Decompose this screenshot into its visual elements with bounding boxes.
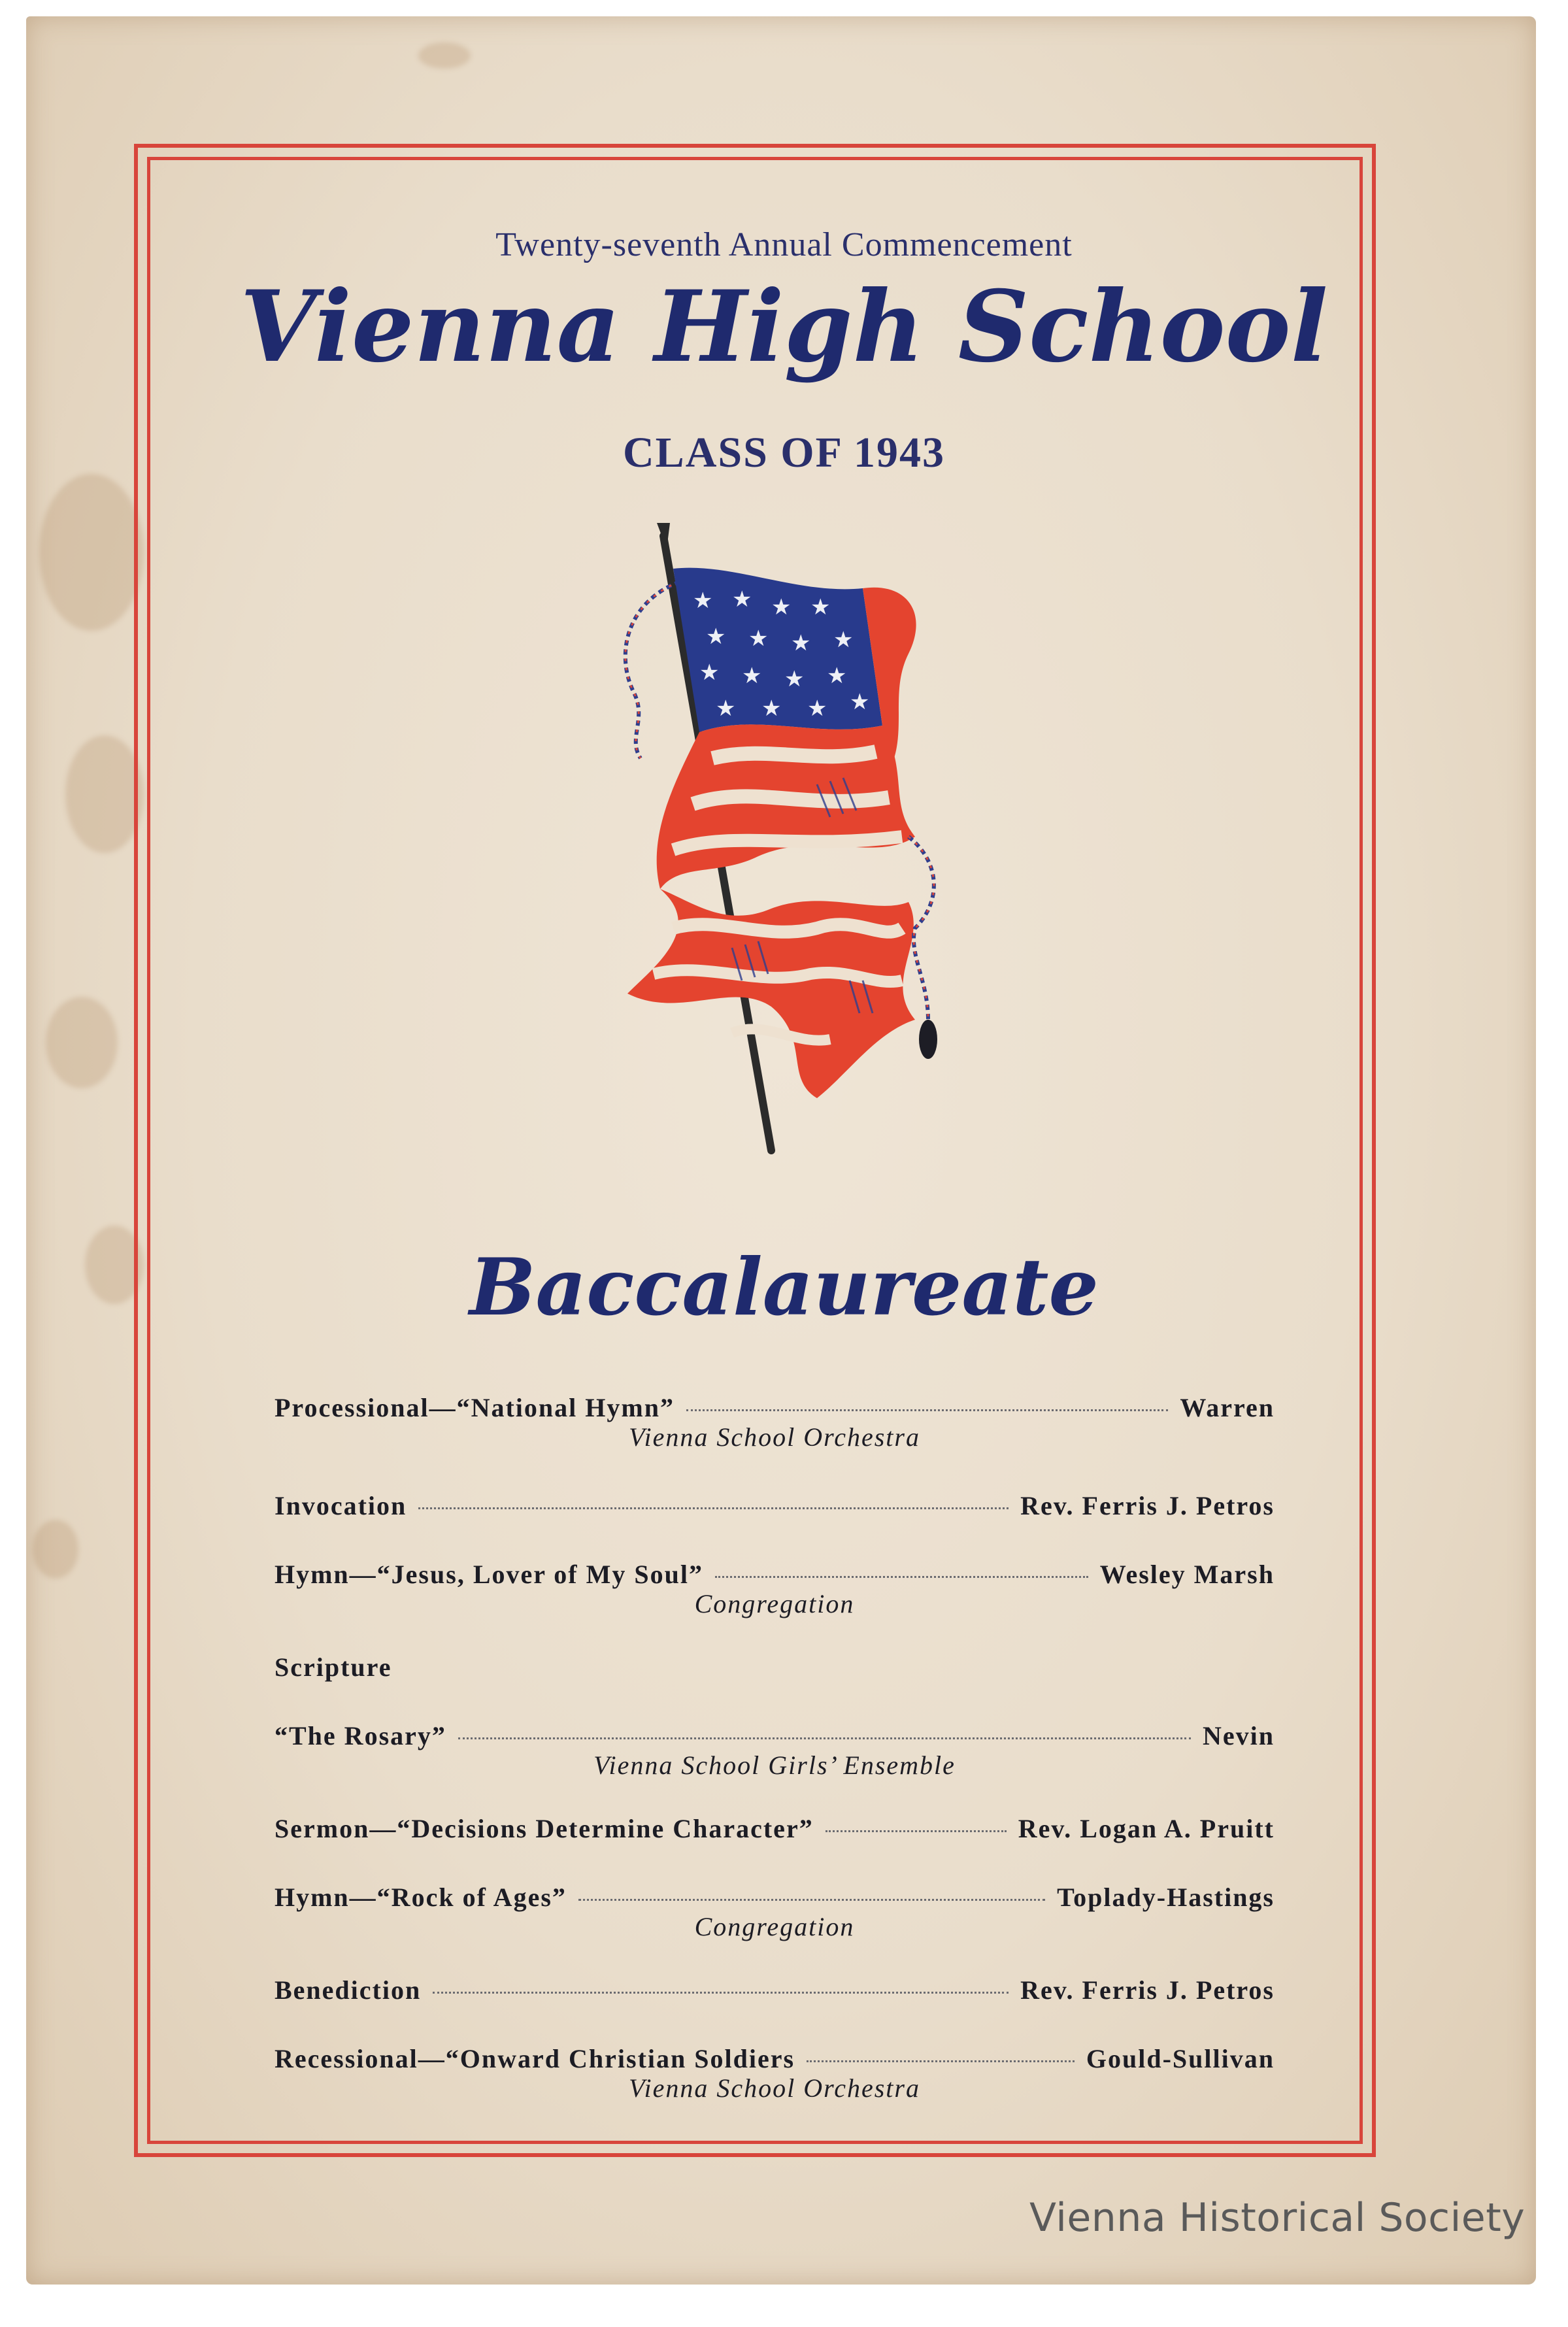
svg-text:★: ★ — [732, 586, 752, 612]
svg-text:★: ★ — [693, 588, 713, 614]
program-item-credit: Nevin — [1203, 1721, 1275, 1750]
svg-text:★: ★ — [699, 660, 720, 686]
program-item-title: Benediction — [275, 1975, 422, 2005]
program-item-credit: Toplady-Hastings — [1057, 1883, 1275, 1912]
school-name: Vienna High School — [240, 269, 1328, 384]
svg-text:★: ★ — [784, 666, 805, 692]
program-item-credit: Wesley Marsh — [1099, 1560, 1275, 1589]
leader-dots — [715, 1576, 1088, 1578]
program-item — [275, 2043, 1275, 2103]
program-item-title: Hymn—“Jesus, Lover of My Soul” — [275, 1560, 703, 1589]
leader-dots — [418, 1507, 1009, 1509]
program-item — [275, 1490, 1275, 1521]
program-item-performer: Congregation — [694, 1912, 855, 1941]
program-item-title: Processional—“National Hymn” — [275, 1393, 675, 1422]
svg-text:★: ★ — [807, 695, 827, 722]
svg-text:★: ★ — [850, 689, 870, 715]
section-title: Baccalaureate — [469, 1241, 1099, 1333]
svg-text:★: ★ — [771, 594, 792, 620]
leader-dots — [433, 1992, 1009, 1994]
leader-dots — [686, 1409, 1168, 1411]
program-item-title: Invocation — [275, 1491, 407, 1520]
svg-text:★: ★ — [716, 695, 736, 722]
program-item-performer: Vienna School Orchestra — [629, 2073, 920, 2103]
program-item-performer: Vienna School Girls’ Ensemble — [593, 1750, 956, 1780]
program-item-credit: Gould-Sullivan — [1086, 2044, 1275, 2073]
program-item-title: “The Rosary” — [275, 1721, 446, 1750]
program-item-performer: Vienna School Orchestra — [629, 1422, 920, 1452]
program-item-title: Recessional—“Onward Christian Soldiers — [275, 2044, 795, 2073]
program-item — [275, 1720, 1275, 1781]
svg-text:★: ★ — [761, 695, 782, 722]
leader-dots — [458, 1737, 1191, 1739]
program-list — [275, 1392, 1275, 2103]
program-item — [275, 1813, 1275, 1844]
program-item-credit: Rev. Logan A. Pruitt — [1018, 1814, 1275, 1843]
class-year: CLASS OF 1943 — [623, 429, 945, 477]
svg-text:★: ★ — [706, 624, 726, 650]
program-item-title: Sermon—“Decisions Determine Character” — [275, 1814, 814, 1843]
commencement-subtitle: Twenty-seventh Annual Commencement — [495, 226, 1073, 263]
program-item — [275, 1882, 1275, 1942]
svg-text:★: ★ — [748, 626, 769, 652]
leader-dots — [826, 1830, 1007, 1832]
program-item-credit: Rev. Ferris J. Petros — [1020, 1491, 1275, 1520]
program-item — [275, 1975, 1275, 2005]
watermark: Vienna Historical Society — [1029, 2195, 1526, 2241]
program-item — [275, 1652, 1275, 1682]
svg-text:★: ★ — [791, 630, 811, 656]
program-item — [275, 1392, 1275, 1452]
program-item-title: Scripture — [275, 1652, 392, 1682]
leader-dots — [807, 2060, 1075, 2062]
svg-text:★: ★ — [742, 663, 762, 689]
american-flag-icon — [601, 523, 967, 1164]
program-item-credit: Warren — [1180, 1393, 1275, 1422]
leader-dots — [578, 1899, 1045, 1901]
program-item-credit: Rev. Ferris J. Petros — [1020, 1975, 1275, 2005]
svg-text:★: ★ — [833, 627, 854, 653]
svg-text:★: ★ — [810, 594, 831, 620]
program-item-title: Hymn—“Rock of Ages” — [275, 1883, 567, 1912]
program-item — [275, 1559, 1275, 1619]
program-item-performer: Congregation — [694, 1589, 855, 1618]
svg-text:★: ★ — [827, 663, 847, 689]
